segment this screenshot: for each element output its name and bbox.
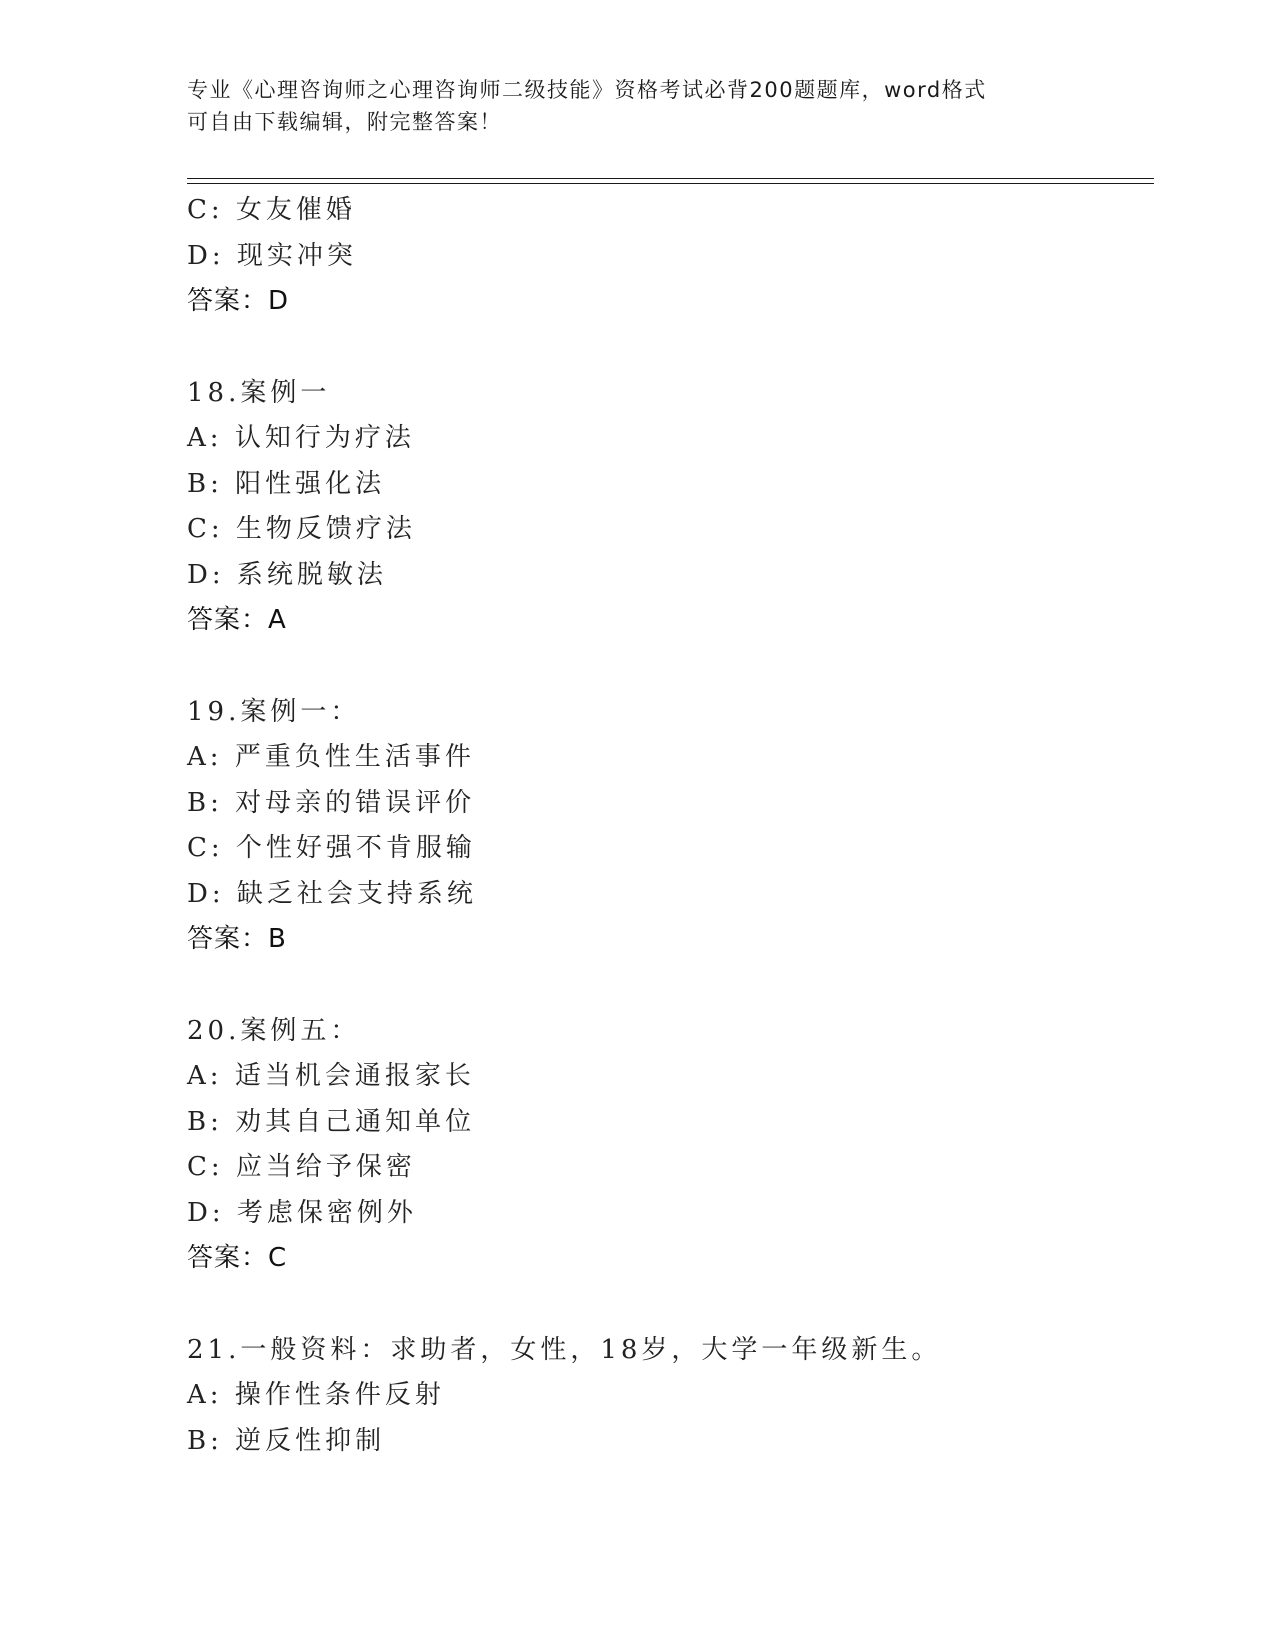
answer-line: 答案：B: [187, 924, 287, 954]
option-label: A:: [187, 1380, 223, 1410]
option-line: [187, 1100, 1147, 1146]
question-title: 21.一般资料：求助者，女性，18岁，大学一年级新生。: [187, 1334, 942, 1365]
option-line: [187, 507, 1147, 553]
option-text: 缺乏社会支持系统: [236, 878, 477, 909]
question-title: 20.案例五：: [187, 1015, 361, 1046]
option-label: D:: [187, 559, 225, 590]
option-label: D:: [187, 240, 225, 271]
header-divider-bottom: [187, 183, 1154, 184]
option-text: 操作性条件反射: [234, 1380, 445, 1410]
option-line: [187, 826, 1147, 872]
option-line: [187, 1145, 1147, 1191]
option-text: 逆反性抑制: [235, 1425, 386, 1456]
option-label: A:: [187, 423, 223, 453]
answer-line: 答案：A: [187, 605, 287, 635]
option-text: 女友催婚: [235, 195, 356, 225]
option-line: [187, 234, 1147, 280]
option-label: C:: [187, 833, 224, 863]
option-label: D:: [187, 878, 225, 909]
option-line: [187, 188, 1147, 234]
option-text: 考虑保密例外: [236, 1197, 417, 1228]
header-title-line-2: 可自由下载编辑，附完整答案！: [187, 110, 502, 134]
option-label: D:: [187, 1197, 225, 1228]
option-text: 现实冲突: [236, 240, 357, 271]
option-label: A:: [187, 742, 223, 772]
answer-line: 答案：D: [187, 286, 290, 316]
option-text: 阳性强化法: [235, 468, 386, 499]
question-spacer: [187, 644, 1147, 690]
option-text: 劝其自己通知单位: [235, 1106, 476, 1137]
question-title: 18.案例一: [187, 377, 331, 408]
header-title-line-1: 专业《心理咨询师之心理咨询师二级技能》资格考试必背200题题库，word格式: [187, 78, 987, 102]
option-text: 生物反馈疗法: [235, 514, 416, 544]
option-label: B:: [187, 1106, 223, 1137]
option-text: 系统脱敏法: [236, 559, 387, 590]
option-label: B:: [187, 1425, 223, 1456]
option-text: 个性好强不肯服输: [235, 833, 476, 863]
option-line: [187, 1419, 1147, 1465]
option-line: [187, 872, 1147, 918]
option-text: 对母亲的错误评价: [235, 787, 476, 818]
option-label: C:: [187, 514, 224, 544]
question-spacer: [187, 1282, 1147, 1328]
option-line: [187, 553, 1147, 599]
option-label: A:: [187, 1061, 223, 1091]
option-label: C:: [187, 1152, 224, 1182]
option-text: 认知行为疗法: [234, 423, 415, 453]
option-label: B:: [187, 468, 223, 499]
option-line: [187, 1054, 1147, 1100]
option-line: [187, 1373, 1147, 1419]
option-text: 应当给予保密: [235, 1152, 416, 1182]
question-list: [187, 188, 1147, 1464]
option-label: B:: [187, 787, 223, 818]
option-line: [187, 462, 1147, 508]
option-line: [187, 735, 1147, 781]
question-title: 19.案例一：: [187, 696, 361, 727]
question-spacer: [187, 325, 1147, 371]
option-text: 适当机会通报家长: [234, 1061, 475, 1091]
option-text: 严重负性生活事件: [234, 742, 475, 772]
option-line: [187, 1191, 1147, 1237]
question-spacer: [187, 963, 1147, 1009]
answer-line: 答案：C: [187, 1243, 288, 1273]
header-divider-top: [187, 178, 1154, 179]
page-header: [187, 74, 1087, 138]
option-line: [187, 416, 1147, 462]
option-label: C:: [187, 195, 224, 225]
option-line: [187, 781, 1147, 827]
